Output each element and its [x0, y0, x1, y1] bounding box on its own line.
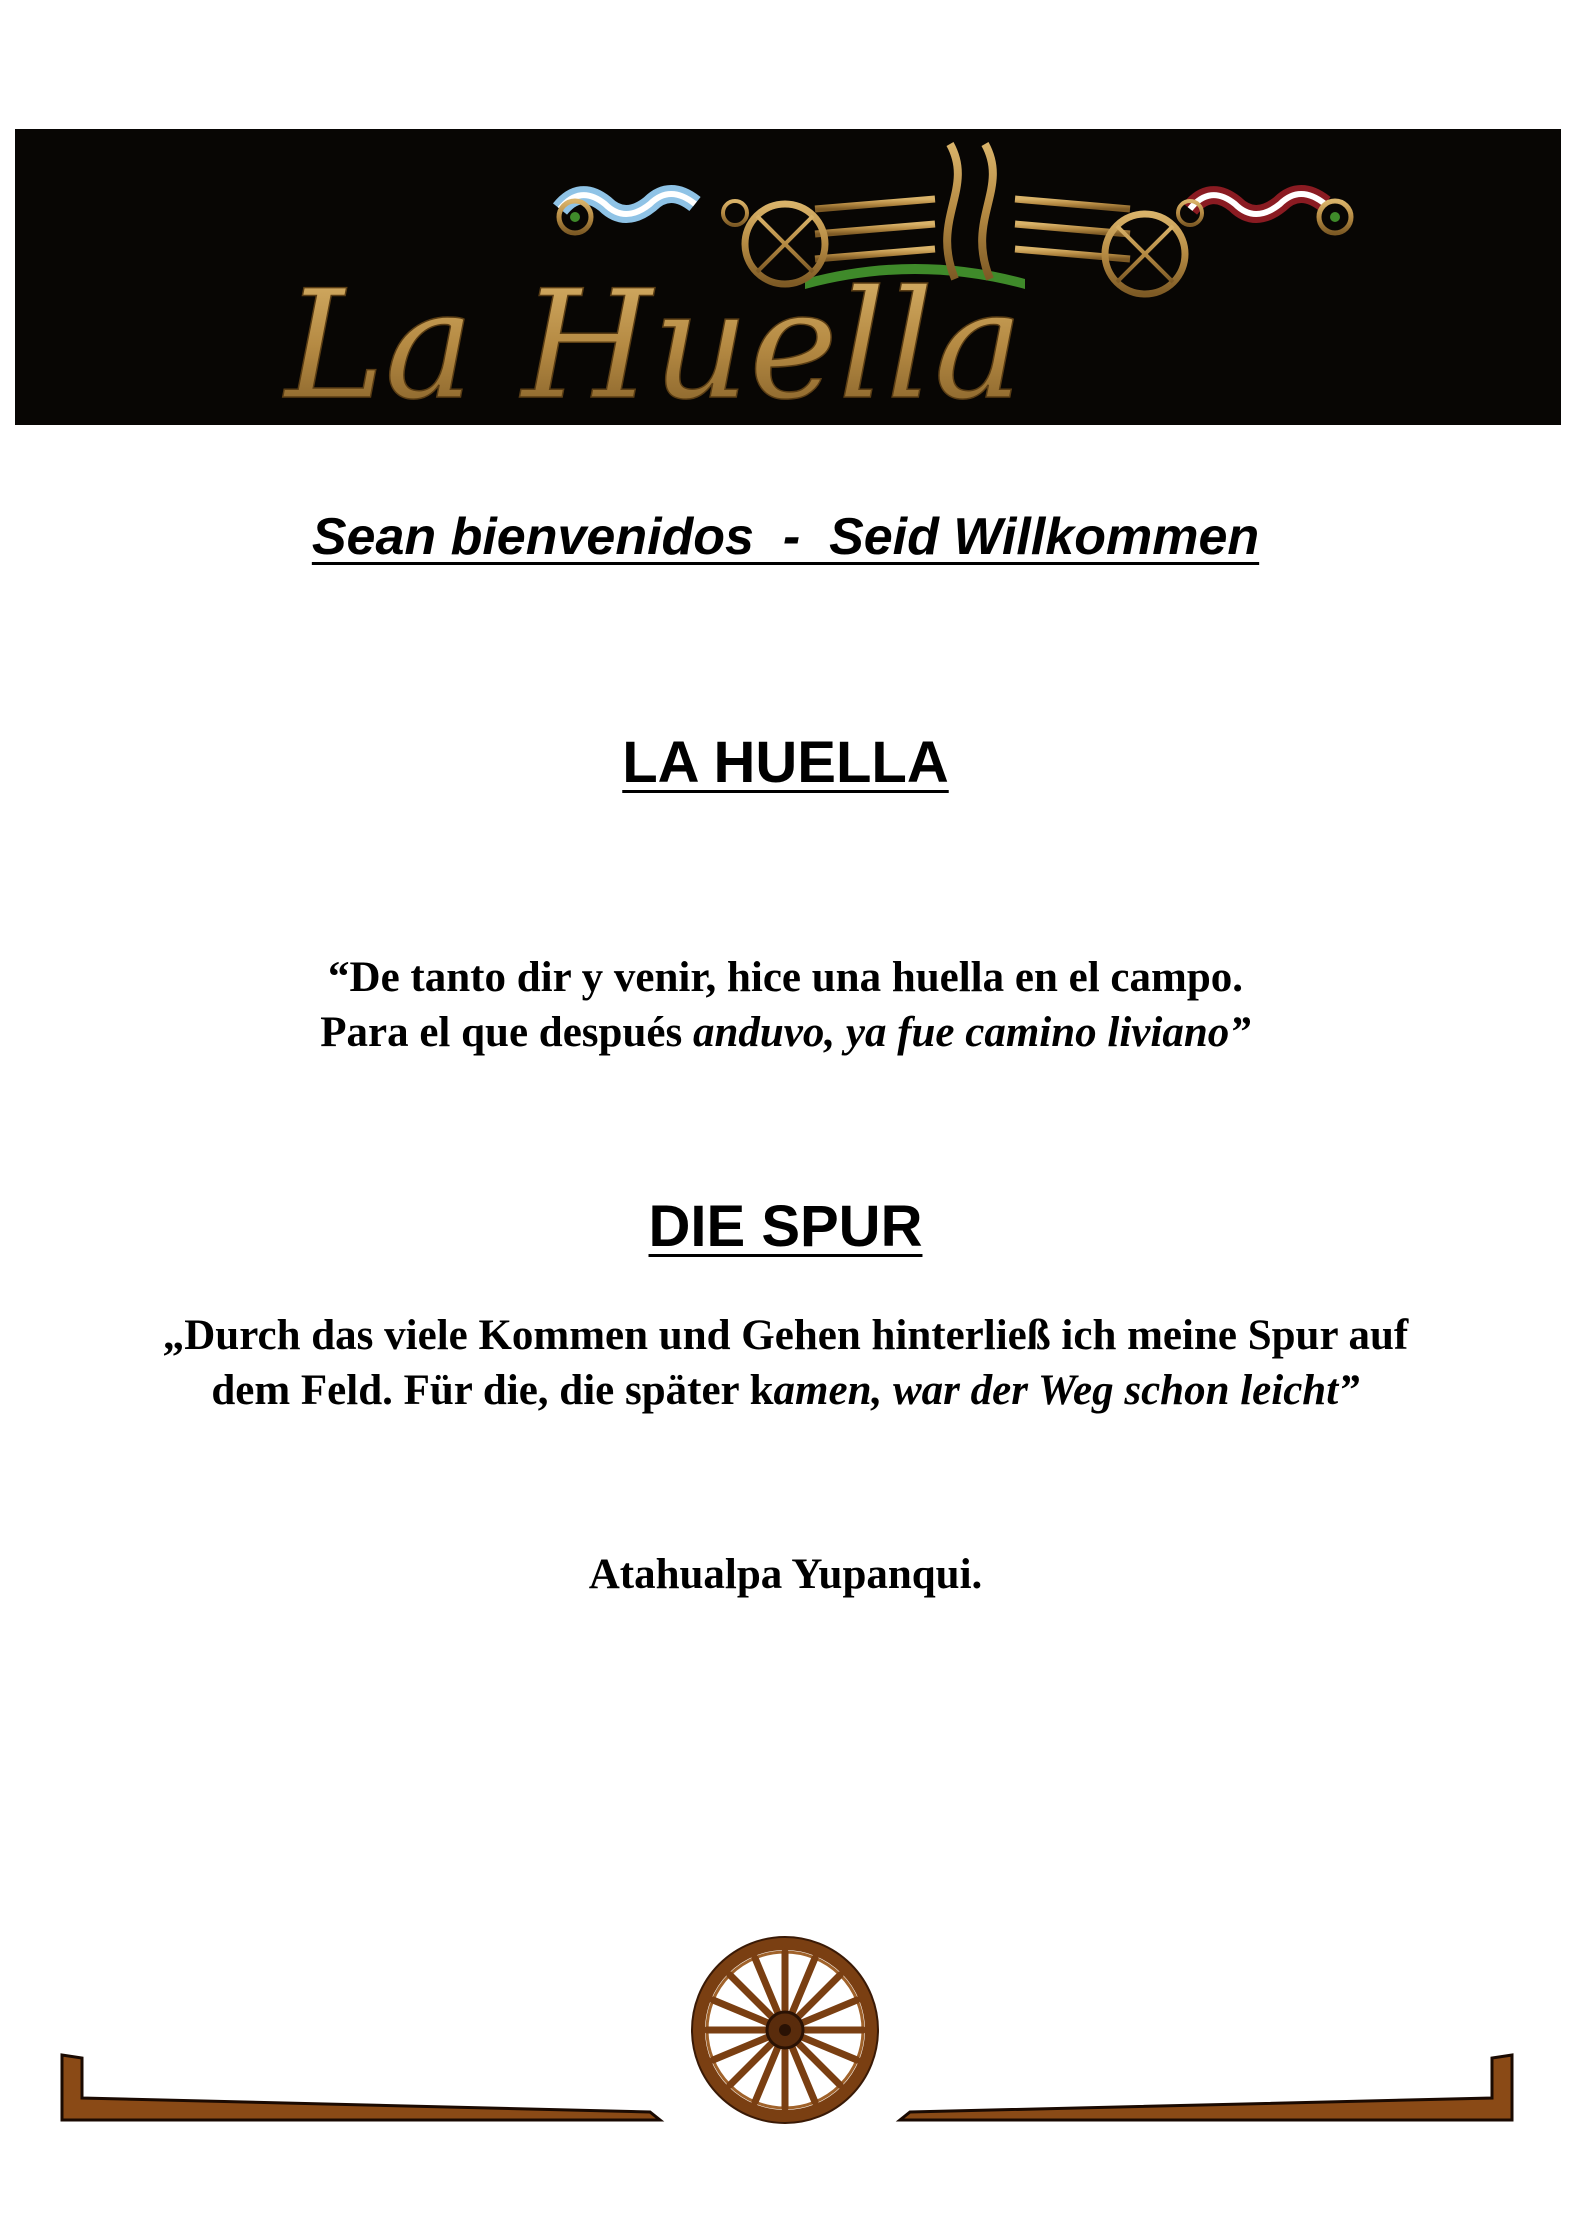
logo-banner	[15, 129, 1561, 425]
heading-la-huella: LA HUELLA	[622, 730, 949, 795]
german-quote-line-2-plain: dem Feld. Für die, die später k	[211, 1367, 774, 1414]
la-huella-logo	[15, 129, 1561, 425]
german-quote-line-2-italic: amen, war der Weg schon leicht”	[773, 1367, 1360, 1414]
right-ornament-icon	[1178, 194, 1351, 233]
footer-decoration	[0, 1930, 1571, 2160]
right-bracket	[900, 2055, 1512, 2120]
wagon-wheel-icon	[693, 1938, 877, 2122]
heading-die-spur: DIE SPUR	[648, 1194, 923, 1259]
german-quote	[0, 1308, 1571, 1418]
spanish-quote	[0, 950, 1571, 1060]
welcome-title: Sean bienvenidos - Seid Willkommen	[311, 508, 1260, 566]
left-ornament-icon	[559, 194, 747, 233]
german-quote-line-1: „Durch das viele Kommen und Gehen hinterließ ich meine Spur auf	[162, 1312, 1409, 1359]
spanish-quote-line-1: “De tanto dir y venir, hice una huella en el campo.	[328, 954, 1243, 1001]
author-name: Atahualpa Yupanqui.	[588, 1551, 983, 1598]
german-quote-line-2	[0, 1363, 1571, 1418]
spanish-quote-line-2	[0, 1005, 1571, 1060]
logo-text: La Huella	[285, 259, 1024, 425]
left-bracket	[62, 2055, 660, 2120]
banner-wheel-right-icon	[1105, 214, 1185, 294]
spanish-quote-line-2-italic: anduvo, ya fue camino liviano”	[692, 1009, 1251, 1056]
spanish-quote-line-2-plain: Para el que después	[320, 1009, 693, 1056]
